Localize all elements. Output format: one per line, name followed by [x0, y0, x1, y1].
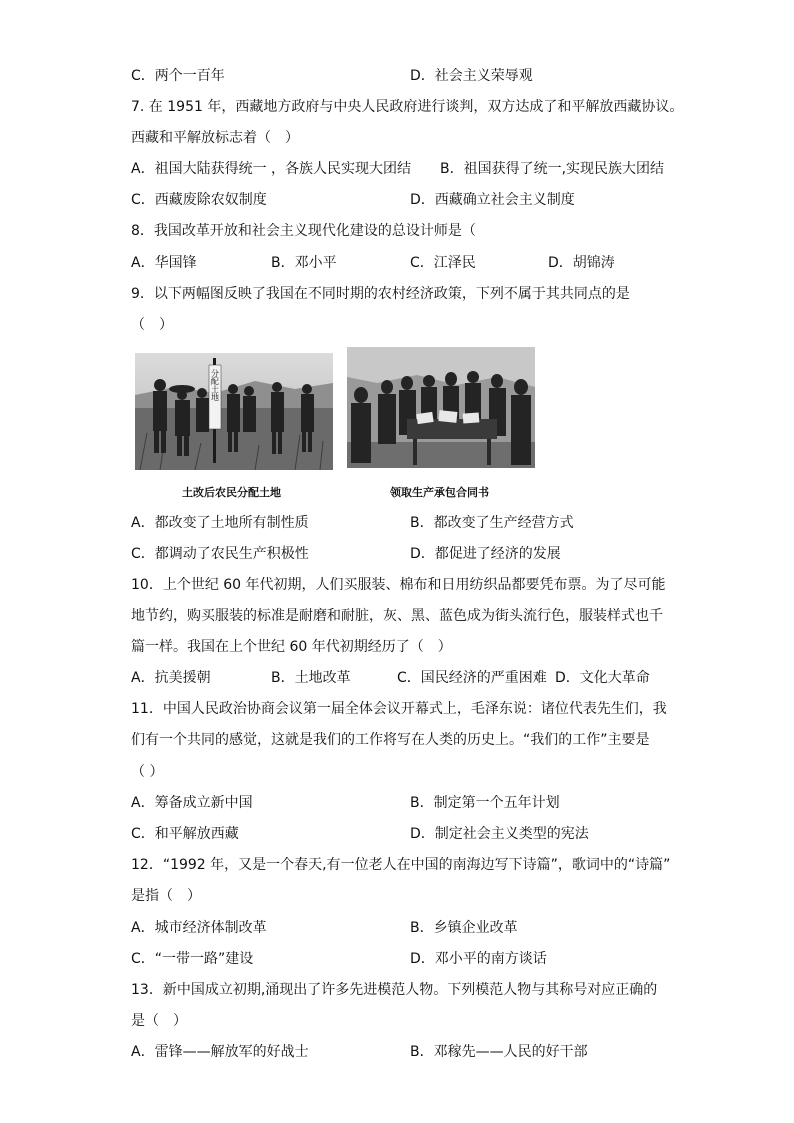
q12-stem-line1: 12．“1992 年，又是一个春天,有一位老人在中国的南海边写下诗篇”，歌词中的“诗篇”: [131, 857, 671, 873]
q13-option-a: A．雷锋——解放军的好战士: [131, 1044, 309, 1060]
q10-option-c: C．国民经济的严重困难: [397, 670, 547, 686]
left-photo-caption: 土改后农民分配土地: [182, 486, 281, 499]
land-reform-photo: [135, 353, 333, 470]
q9-option-c: C．都调动了农民生产积极性: [131, 546, 309, 562]
q6-option-d: D．社会主义荣辱观: [410, 68, 533, 84]
q11-option-b: B．制定第一个五年计划: [410, 795, 560, 811]
q12-stem-line2: 是指（ ）: [131, 888, 201, 904]
q7-stem-line1: 7. 在 1951 年，西藏地方政府与中央人民政府进行谈判，双方达成了和平解放西藏协议。: [131, 99, 684, 115]
q11-option-a: A．筹备成立新中国: [131, 795, 253, 811]
q8-option-c: C．江泽民: [410, 255, 476, 271]
q10-stem-line1: 10．上个世纪 60 年代初期，人们买服装、棉布和日用纺织品都要凭布票。为了尽可能: [131, 577, 666, 593]
q12-option-b: B．乡镇企业改革: [410, 920, 518, 936]
q8-option-a: A．华国锋: [131, 255, 197, 271]
q11-option-d: D．制定社会主义类型的宪法: [410, 826, 589, 842]
q7-option-a: A．祖国大陆获得统一 ，各族人民实现大团结: [131, 161, 412, 177]
q8-option-b: B．邓小平: [271, 255, 337, 271]
q12-option-d: D．邓小平的南方谈话: [410, 951, 547, 967]
q10-stem-line2: 地节约，购买服装的标准是耐磨和耐脏，灰、黑、蓝色成为街头流行色，服装样式也千: [131, 608, 663, 624]
q10-stem-line3: 篇一样。我国在上个世纪 60 年代初期经历了（ ）: [131, 639, 452, 655]
q12-option-a: A．城市经济体制改革: [131, 920, 267, 936]
q10-option-b: B．土地改革: [271, 670, 351, 686]
q7-option-c: C．西藏废除农奴制度: [131, 192, 267, 208]
q13-option-b: B．邓稼先——人民的好干部: [410, 1044, 588, 1060]
q9-option-a: A．都改变了土地所有制性质: [131, 515, 309, 531]
q8-stem: 8．我国改革开放和社会主义现代化建设的总设计师是（: [131, 223, 476, 239]
q9-option-b: B．都改变了生产经营方式: [410, 515, 574, 531]
contract-photo: [347, 347, 535, 468]
q11-stem-line1: 11．中国人民政治协商会议第一届全体会议开幕式上，毛泽东说：诸位代表先生们，我: [131, 701, 667, 717]
q13-stem-line2: 是（ ）: [131, 1013, 187, 1029]
q12-option-c: C．“一带一路”建设: [131, 951, 254, 967]
q11-stem-line3: （ ）: [131, 764, 164, 780]
q7-option-d: D．西藏确立社会主义制度: [410, 192, 575, 208]
q9-stem-line2: （ ）: [131, 317, 173, 333]
q9-option-d: D．都促进了经济的发展: [410, 546, 561, 562]
q7-stem-line2: 西藏和平解放标志着（ ）: [131, 130, 299, 146]
q8-option-d: D．胡锦涛: [548, 255, 615, 271]
right-photo-caption: 领取生产承包合同书: [390, 486, 489, 499]
q11-stem-line2: 们有一个共同的感觉，这就是我们的工作将写在人类的历史上。“我们的工作”主要是: [131, 732, 650, 748]
q9-stem-line1: 9．以下两幅图反映了我国在不同时期的农村经济政策，下列不属于其共同点的是: [131, 286, 630, 302]
q10-option-a: A．抗美援朝: [131, 670, 211, 686]
q13-stem-line1: 13．新中国成立初期,涌现出了许多先进模范人物。下列模范人物与其称号对应正确的: [131, 982, 658, 998]
land-sign-text: 分配土地: [210, 369, 220, 401]
q11-option-c: C．和平解放西藏: [131, 826, 239, 842]
q10-option-d: D．文化大革命: [555, 670, 650, 686]
q6-option-c: C．两个一百年: [131, 68, 225, 84]
q7-option-b: B．祖国获得了统一,实现民族大团结: [440, 161, 665, 177]
